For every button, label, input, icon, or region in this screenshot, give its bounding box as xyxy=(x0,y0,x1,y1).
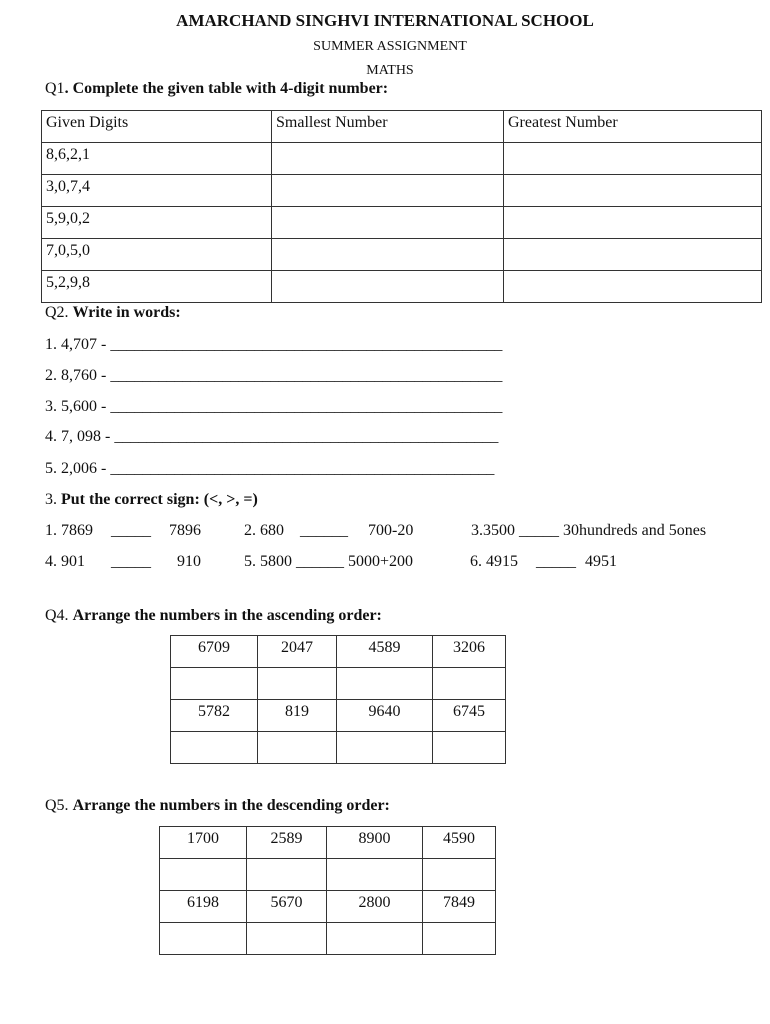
answer-cell[interactable] xyxy=(337,668,433,700)
q3-row2-item6-blank[interactable]: _____ xyxy=(536,553,576,570)
answer-cell[interactable] xyxy=(337,732,433,764)
q3-row1-item2-left: 2. 680 xyxy=(244,522,284,539)
q3-row2-item6-left: 6. 4915 xyxy=(470,553,518,570)
smallest-number-cell[interactable] xyxy=(272,239,504,271)
q4-heading xyxy=(45,607,382,625)
number-cell: 4589 xyxy=(337,636,433,668)
given-digits-cell: 5,2,9,8 xyxy=(42,271,272,303)
smallest-number-cell[interactable] xyxy=(272,143,504,175)
table-row xyxy=(171,636,506,668)
table-row xyxy=(160,923,496,955)
table-row xyxy=(171,700,506,732)
number-cell: 6198 xyxy=(160,891,247,923)
q3-heading xyxy=(45,491,258,509)
q3-text: Put the correct sign: (<, >, =) xyxy=(61,491,258,508)
q4-number: Q4. xyxy=(45,607,73,624)
greatest-number-cell[interactable] xyxy=(504,175,762,207)
school-name: AMARCHAND SINGHVI INTERNATIONAL SCHOOL xyxy=(176,11,594,30)
answer-cell[interactable] xyxy=(160,859,247,891)
table-row xyxy=(42,175,762,207)
smallest-number-cell[interactable] xyxy=(272,175,504,207)
q5-heading xyxy=(45,797,390,815)
greatest-number-cell[interactable] xyxy=(504,239,762,271)
q2-item-2[interactable]: 2. 8,760 - _________________________________________________ xyxy=(45,367,503,384)
q3-row2-item4-blank[interactable]: _____ xyxy=(111,553,151,570)
answer-cell[interactable] xyxy=(423,859,496,891)
q3-number: 3. xyxy=(45,491,61,508)
q3-row1-item1-left: 1. 7869 xyxy=(45,522,93,539)
answer-cell[interactable] xyxy=(160,923,247,955)
q1-number: Q1 xyxy=(45,80,65,97)
q3-row1-item1-blank[interactable]: _____ xyxy=(111,522,151,539)
given-digits-cell: 8,6,2,1 xyxy=(42,143,272,175)
q3-row1-item2-right: 700-20 xyxy=(368,522,414,539)
subject-title: MATHS xyxy=(366,63,414,78)
q1-table xyxy=(41,110,762,303)
header-greatest-number: Greatest Number xyxy=(504,111,762,143)
q1-heading xyxy=(45,80,388,98)
answer-cell[interactable] xyxy=(423,923,496,955)
answer-cell[interactable] xyxy=(247,923,327,955)
q2-number: Q2. xyxy=(45,304,73,321)
number-cell: 5782 xyxy=(171,700,258,732)
q2-item-1[interactable]: 1. 4,707 - _________________________________________________ xyxy=(45,336,503,353)
given-digits-cell: 7,0,5,0 xyxy=(42,239,272,271)
header-given-digits: Given Digits xyxy=(42,111,272,143)
answer-cell[interactable] xyxy=(327,859,423,891)
table-row xyxy=(160,891,496,923)
number-cell: 3206 xyxy=(433,636,506,668)
table-row xyxy=(160,827,496,859)
smallest-number-cell[interactable] xyxy=(272,207,504,239)
number-cell: 2047 xyxy=(258,636,337,668)
answer-cell[interactable] xyxy=(433,732,506,764)
number-cell: 8900 xyxy=(327,827,423,859)
number-cell: 9640 xyxy=(337,700,433,732)
number-cell: 7849 xyxy=(423,891,496,923)
smallest-number-cell[interactable] xyxy=(272,271,504,303)
answer-cell[interactable] xyxy=(258,668,337,700)
number-cell: 4590 xyxy=(423,827,496,859)
q3-row2-item6-right: 4951 xyxy=(585,553,617,570)
greatest-number-cell[interactable] xyxy=(504,143,762,175)
table-row xyxy=(42,239,762,271)
q5-number: Q5. xyxy=(45,797,73,814)
table-row xyxy=(42,271,762,303)
q2-text: Write in words: xyxy=(72,304,181,321)
table-row xyxy=(42,143,762,175)
q3-row2-item4-left: 4. 901 xyxy=(45,553,85,570)
answer-cell[interactable] xyxy=(258,732,337,764)
q3-row1-item2-blank[interactable]: ______ xyxy=(300,522,348,539)
assignment-title: SUMMER ASSIGNMENT xyxy=(313,39,467,54)
table-header-row xyxy=(42,111,762,143)
q2-item-3[interactable]: 3. 5,600 - _________________________________________________ xyxy=(45,398,503,415)
number-cell: 6709 xyxy=(171,636,258,668)
table-row xyxy=(42,207,762,239)
q2-heading xyxy=(45,304,181,322)
number-cell: 2589 xyxy=(247,827,327,859)
given-digits-cell: 3,0,7,4 xyxy=(42,175,272,207)
q5-text: Arrange the numbers in the descending order: xyxy=(72,797,390,814)
given-digits-cell: 5,9,0,2 xyxy=(42,207,272,239)
q2-item-5[interactable]: 5. 2,006 - ________________________________________________ xyxy=(45,460,495,477)
q3-row2-item4-right: 910 xyxy=(177,553,201,570)
q5-table xyxy=(159,826,496,955)
answer-cell[interactable] xyxy=(171,732,258,764)
q3-row2-item5[interactable]: 5. 5800 ______ 5000+200 xyxy=(244,553,414,570)
q3-row1-item3[interactable]: 3.3500 _____ 30hundreds and 5ones xyxy=(471,522,707,539)
number-cell: 6745 xyxy=(433,700,506,732)
table-row xyxy=(171,668,506,700)
number-cell: 2800 xyxy=(327,891,423,923)
number-cell: 1700 xyxy=(160,827,247,859)
q1-text: . Complete the given table with 4-digit number: xyxy=(64,80,389,97)
table-row xyxy=(160,859,496,891)
answer-cell[interactable] xyxy=(327,923,423,955)
greatest-number-cell[interactable] xyxy=(504,207,762,239)
number-cell: 819 xyxy=(258,700,337,732)
q4-text: Arrange the numbers in the ascending order: xyxy=(72,607,382,624)
q3-row1-item1-right: 7896 xyxy=(169,522,201,539)
header-smallest-number: Smallest Number xyxy=(272,111,504,143)
answer-cell[interactable] xyxy=(171,668,258,700)
q2-item-4[interactable]: 4. 7, 098 - ________________________________________________ xyxy=(45,428,499,445)
answer-cell[interactable] xyxy=(433,668,506,700)
number-cell: 5670 xyxy=(247,891,327,923)
greatest-number-cell[interactable] xyxy=(504,271,762,303)
q4-table xyxy=(170,635,506,764)
table-row xyxy=(171,732,506,764)
answer-cell[interactable] xyxy=(247,859,327,891)
